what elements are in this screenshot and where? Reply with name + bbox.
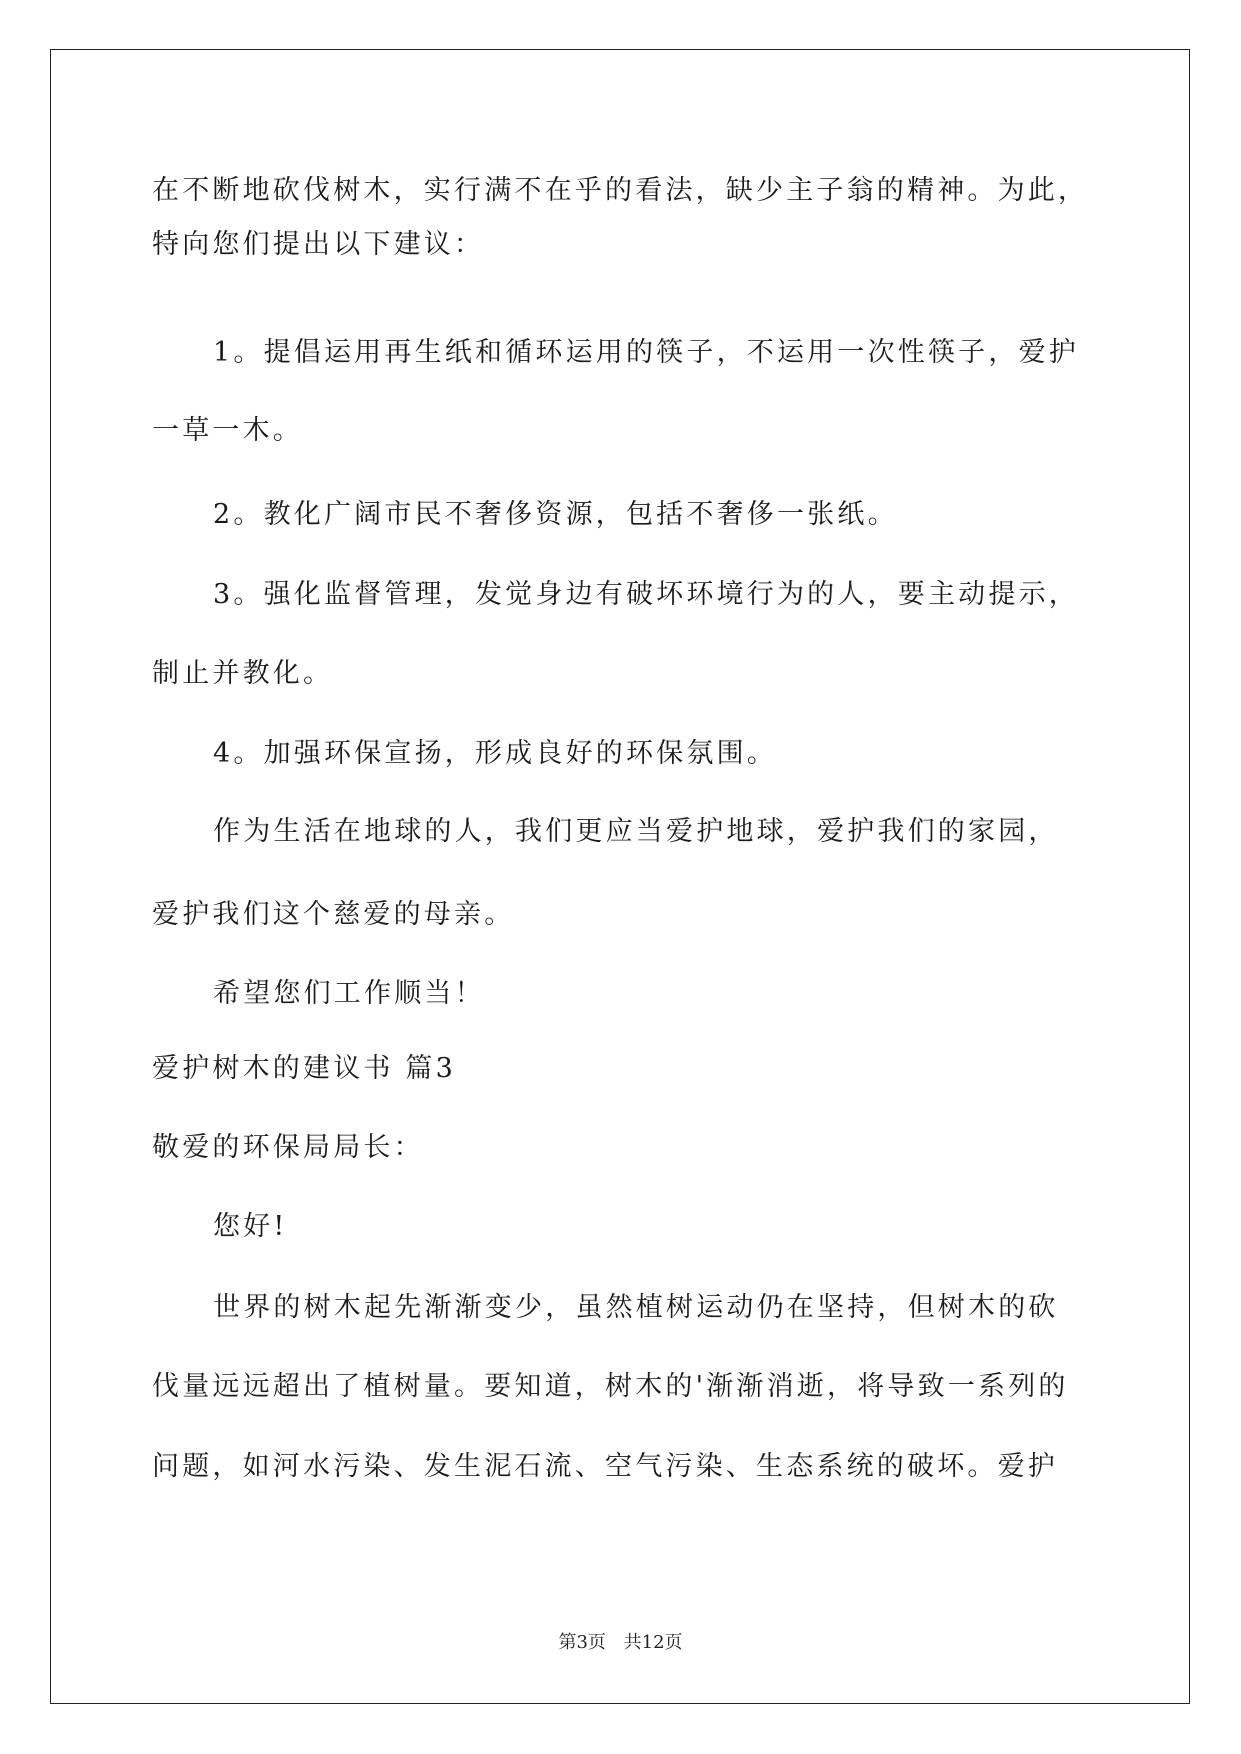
list-item-3-cont: 制止并教化。: [152, 658, 334, 689]
closing-line: 希望您们工作顺当！: [213, 978, 485, 1009]
body-line-5: 世界的树木起先渐渐变少，虽然植树运动仍在坚持，但树木的砍: [213, 1292, 1059, 1323]
greeting: 您好!: [213, 1211, 288, 1242]
body-line-7: 问题，如河水污染、发生泥石流、空气污染、生态系统的破坏。爱护: [152, 1451, 1058, 1482]
body-line-4: 爱护我们这个慈爱的母亲。: [152, 899, 515, 930]
body-line-6: 伐量远远超出了植树量。要知道，树木的'渐渐消逝，将导致一系列的: [152, 1371, 1069, 1402]
section-heading: 爱护树木的建议书 篇3: [152, 1053, 456, 1084]
page-total: 共12页: [623, 1632, 683, 1653]
list-item-1-cont: 一草一木。: [152, 415, 303, 446]
body-line-3: 作为生活在地球的人，我们更应当爱护地球，爱护我们的家园，: [213, 816, 1059, 847]
list-item-2: 2。教化广阔市民不奢侈资源，包括不奢侈一张纸。: [213, 499, 898, 530]
body-line-2: 特向您们提出以下建议：: [152, 229, 485, 260]
list-item-1: 1。提倡运用再生纸和循环运用的筷子，不运用一次性筷子，爱护: [213, 337, 1079, 368]
list-item-3: 3。强化监督管理，发觉身边有破坏环境行为的人，要主动提示，: [213, 579, 1079, 610]
salutation: 敬爱的环保局局长：: [152, 1132, 424, 1163]
list-item-4: 4。加强环保宣扬，形成良好的环保氛围。: [213, 738, 777, 769]
page-number: 第3页: [558, 1632, 606, 1653]
page-footer: [0, 1632, 1241, 1654]
body-line-1: 在不断地砍伐树木，实行满不在乎的看法，缺少主子翁的精神。为此，: [152, 175, 1089, 206]
